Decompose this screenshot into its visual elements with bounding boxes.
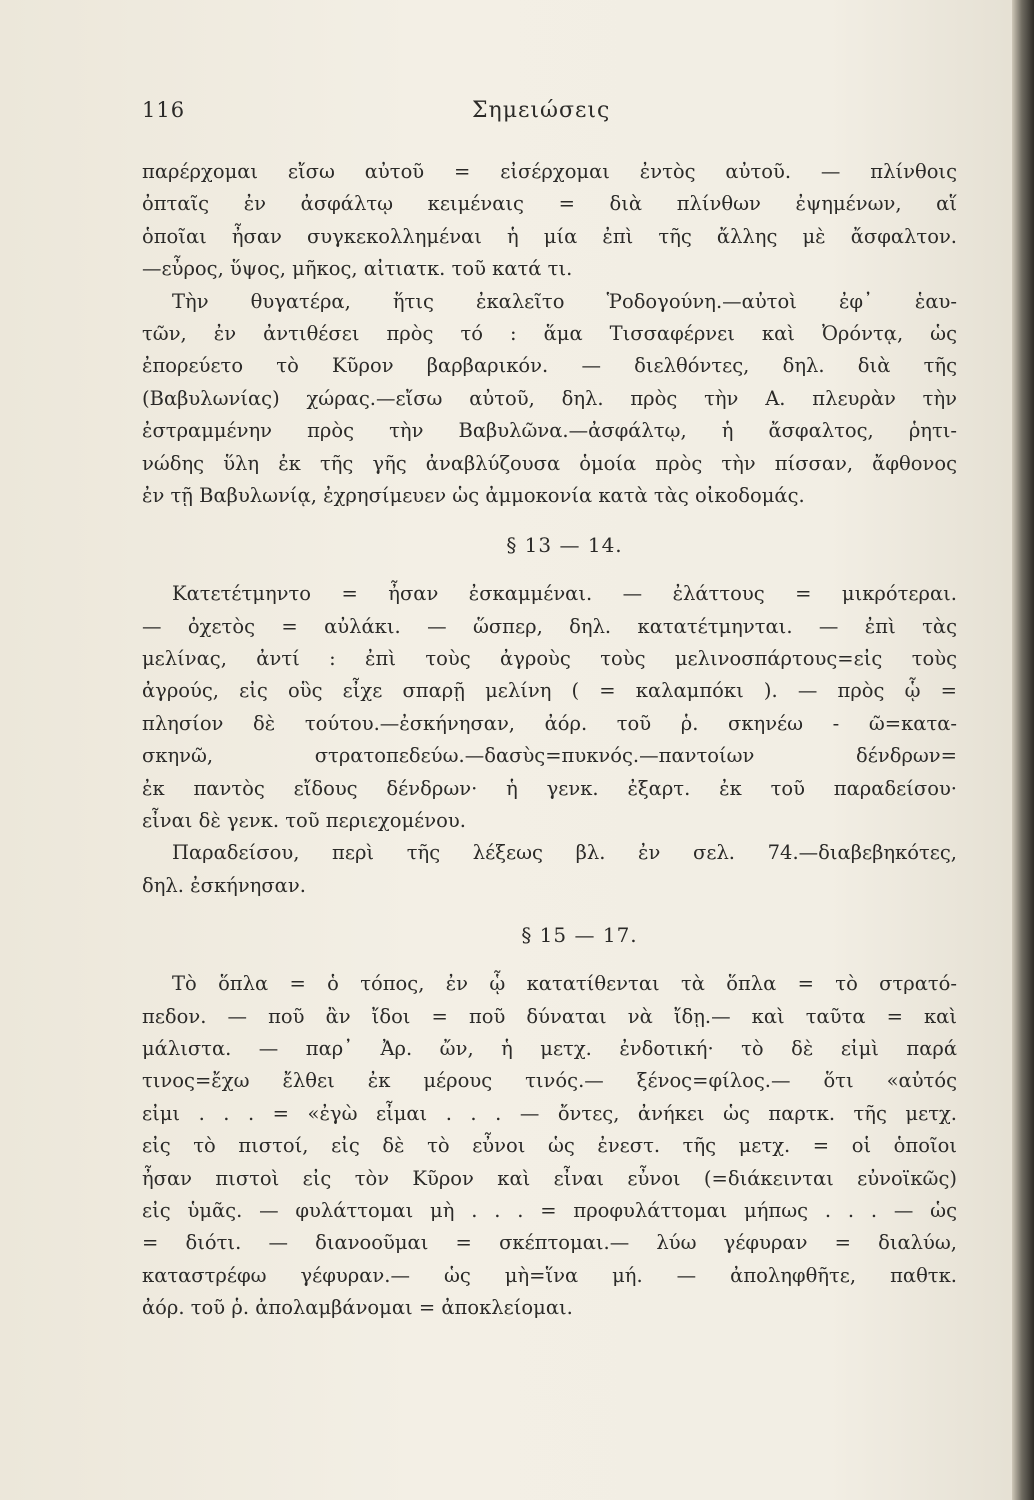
text-line: καταστρέφω γέφυραν.— ὡς μὴ=ἵνα μή. — ἀποληφθῆτε, παθτκ.: [142, 1263, 957, 1287]
section-heading-15-17: § 15 — 17.: [521, 923, 638, 948]
text-line: μελίνας, ἀντί : ἐπὶ τοὺς ἀγροὺς τοὺς μελινοσπάρτους=εἰς τοὺς: [142, 647, 957, 671]
text-line: εἰς ὑμᾶς. — φυλάττομαι μὴ . . . = προφυλάττομαι μήπως . . . — ὡς: [142, 1198, 957, 1222]
paragraph-3: [142, 578, 957, 837]
page-body: [142, 156, 957, 1325]
text-line: παρέρχομαι εἴσω αὐτοῦ = εἰσέρχομαι ἐντὸς αὐτοῦ. — πλίνθοις: [142, 160, 957, 183]
paragraph-5: [142, 968, 957, 1324]
paragraph-4: [142, 837, 957, 902]
section-heading-13-14: § 13 — 14.: [506, 533, 623, 558]
text-line: δηλ. ἐσκήνησαν.: [142, 873, 306, 897]
text-line: Παραδείσου, περὶ τῆς λέξεως βλ. ἐν σελ. 74.—διαβεβηκότες,: [172, 841, 957, 865]
running-head: Σημειώσεις: [472, 98, 611, 123]
book-spine-shadow: [1012, 0, 1034, 1500]
text-line: ἐν τῇ Βαβυλωνίᾳ, ἐχρησίμευεν ὡς ἀμμοκονία κατὰ τὰς οἰκοδομάς.: [142, 483, 805, 507]
text-line: πεδον. — ποῦ ἂν ἴδοι = ποῦ δύναται νὰ ἴδῃ.— καὶ ταῦτα = καὶ: [142, 1004, 957, 1028]
text-line: τινος=ἔχω ἔλθει ἐκ μέρους τινός.— ξένος=φίλος.— ὅτι «αὐτός: [142, 1069, 957, 1093]
paragraph-2: [142, 286, 957, 513]
text-line: Κατετέτμηντο = ἦσαν ἐσκαμμέναι. — ἐλάττους = μικρότεραι.: [172, 582, 957, 606]
text-line: — ὀχετὸς = αὐλάκι. — ὥσπερ, δηλ. κατατέτμηνται. — ἐπὶ τὰς: [142, 614, 957, 638]
text-line: ἀόρ. τοῦ ῥ. ἀπολαμβάνομαι = ἀποκλείομαι.: [142, 1296, 573, 1320]
text-line: (Βαβυλωνίας) χώρας.—εἴσω αὐτοῦ, δηλ. πρὸς τὴν Α. πλευρὰν τὴν: [142, 386, 957, 410]
text-line: ἐκ παντὸς εἴδους δένδρων· ἡ γενκ. ἐξαρτ. ἐκ τοῦ παραδείσου·: [142, 776, 957, 800]
text-line: —εὖρος, ὕψος, μῆκος, αἰτιατκ. τοῦ κατά τι.: [142, 257, 573, 281]
text-line: ὀπταῖς ἐν ἀσφάλτῳ κειμέναις = διὰ πλίνθων ἐψημένων, αἵ: [142, 192, 957, 216]
paragraph-1: [142, 156, 957, 286]
text-line: εἰμι . . . = «ἐγὼ εἶμαι . . . — ὄντες, ἀνήκει ὡς παρτκ. τῆς μετχ.: [142, 1101, 957, 1125]
text-line: = διότι. — διανοοῦμαι = σκέπτομαι.— λύω γέφυραν = διαλύω,: [142, 1231, 957, 1255]
text-line: εἶναι δὲ γενκ. τοῦ περιεχομένου.: [142, 809, 466, 833]
page-header: [142, 98, 962, 134]
text-line: ἐστραμμένην πρὸς τὴν Βαβυλῶνα.—ἀσφάλτῳ, ἡ ἄσφαλτος, ῥητι-: [142, 419, 957, 443]
text-line: νώδης ὕλη ἐκ τῆς γῆς ἀναβλύζουσα ὁμοία πρὸς τὴν πίσσαν, ἄφθονος: [142, 451, 957, 475]
text-line: μάλιστα. — παρ᾽ Ἀρ. ὤν, ἡ μετχ. ἐνδοτική· τὸ δὲ εἰμὶ παρά: [142, 1036, 957, 1060]
text-line: Τὸ ὅπλα = ὁ τόπος, ἐν ᾧ κατατίθενται τὰ ὅπλα = τὸ στρατό-: [172, 972, 957, 996]
page-number: 116: [142, 98, 186, 122]
text-line: ὁποῖαι ἦσαν συγκεκολλημέναι ἡ μία ἐπὶ τῆς ἄλλης μὲ ἄσφαλτον.: [142, 224, 957, 248]
text-line: εἰς τὸ πιστοί, εἰς δὲ τὸ εὖνοι ὡς ἐνεστ. τῆς μετχ. = οἱ ὁποῖοι: [142, 1134, 957, 1158]
text-line: Τὴν θυγατέρα, ἥτις ἐκαλεῖτο Ῥοδογούνη.—αὐτοὶ ἐφ᾽ ἑαυ-: [172, 289, 957, 313]
text-line: ἦσαν πιστοὶ εἰς τὸν Κῦρον καὶ εἶναι εὖνοι (=διάκεινται εὐνοϊκῶς): [142, 1166, 957, 1190]
text-line: πλησίον δὲ τούτου.—ἐσκήνησαν, ἀόρ. τοῦ ῥ. σκηνέω - ῶ=κατα-: [142, 711, 957, 735]
text-line: τῶν, ἐν ἀντιθέσει πρὸς τό : ἅμα Τισσαφέρνει καὶ Ὀρόντᾳ, ὡς: [142, 321, 957, 345]
text-line: ἀγρούς, εἰς οὓς εἶχε σπαρῇ μελίνη ( = καλαμπόκι ). — πρὸς ᾧ =: [142, 679, 957, 703]
text-line: ἐπορεύετο τὸ Κῦρον βαρβαρικόν. — διελθόντες, δηλ. διὰ τῆς: [142, 354, 957, 378]
text-line: σκηνῶ, στρατοπεδεύω.—δασὺς=πυκνός.—παντοίων δένδρων=: [142, 744, 957, 768]
